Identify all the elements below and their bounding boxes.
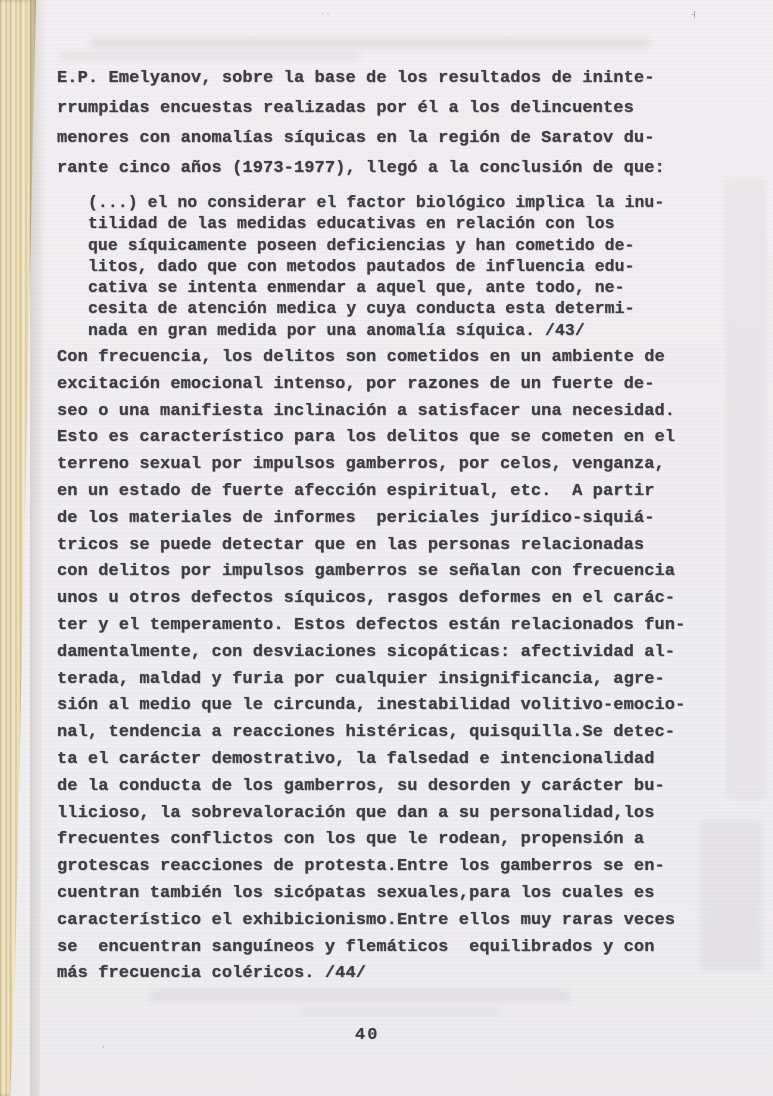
- page-number: 40: [355, 1026, 380, 1045]
- page-content: [57, 64, 747, 988]
- typewritten-line: nal, tendencia a reacciones histéricas, quisquilla.Se detec-: [57, 723, 676, 743]
- typewritten-line: característico el exhibicionismo.Entre ellos muy raras veces: [57, 910, 676, 930]
- typewritten-line: litos, dado que con metodos pautados de influencia edu-: [88, 256, 635, 276]
- typewritten-line: menores con anomalías síquicas en la región de Saratov du-: [57, 129, 655, 148]
- typewritten-line: grotescas reacciones de protesta.Entre los gamberros se en-: [57, 857, 665, 877]
- typewritten-line: más frecuencia coléricos. /44/: [57, 964, 367, 984]
- typewritten-line: tilidad de las medidas educativas en relación con los: [88, 214, 615, 234]
- typewritten-line: que síquicamente poseen deficiencias y han cometido de-: [88, 235, 635, 255]
- stray-mark: ˧: [690, 8, 697, 21]
- typewritten-line: cesita de atención medica y cuya conducta esta determi-: [88, 299, 635, 319]
- typewritten-line: de la conducta de los gamberros, su desorden y carácter bu-: [57, 776, 665, 796]
- bleed-through-smudge: [60, 52, 360, 60]
- typewritten-line: excitación emocional intenso, por razones de un fuerte de-: [57, 374, 655, 394]
- bleed-through-smudge: [90, 38, 650, 48]
- typewritten-line: damentalmente, con desviaciones sicopáticas: afectividad al-: [57, 642, 676, 662]
- typewritten-line: rante cinco años (1973-1977), llegó a la conclusión de que:: [57, 159, 665, 178]
- bleed-through-smudge: [300, 1008, 500, 1016]
- typewritten-line: (...) el no considerar el factor biológico implica la inu-: [88, 193, 665, 212]
- typewritten-line: con delitos por impulsos gamberros se señalan con frecuencia: [57, 562, 676, 582]
- typewritten-line: sión al medio que le circunda, inestabilidad volitivo-emocio-: [57, 696, 686, 716]
- typewritten-line: se encuentran sanguíneos y flemáticos equilibrados y con: [57, 937, 655, 957]
- typewritten-line: cuentran también los sicópatas sexuales,para los cuales es: [57, 884, 655, 904]
- binding-shadow: [30, 0, 46, 1096]
- typewritten-line: rrumpidas encuestas realizadas por él a los delincuentes: [57, 99, 634, 118]
- stray-mark: ··: [320, 10, 331, 20]
- typewritten-line: frecuentes conflictos con los que le rodean, propensión a: [57, 830, 645, 850]
- typewritten-line: Esto es característico para los delitos que se cometen en el: [57, 428, 676, 448]
- block-quote: [88, 192, 747, 341]
- typewritten-line: tricos se puede detectar que en las personas relacionadas: [57, 535, 645, 555]
- stray-mark: ·: [100, 1042, 107, 1053]
- intro-paragraph: [57, 64, 747, 184]
- typewritten-line: terada, maldad y furia por cualquier insignificancia, agre-: [57, 669, 665, 689]
- typewritten-line: en un estado de fuerte afección espiritual, etc. A partir: [57, 482, 655, 502]
- bleed-through-smudge: [150, 990, 570, 1002]
- typewritten-line: nada en gran medida por una anomalía síquica. /43/: [88, 320, 585, 340]
- typewritten-line: ter y el temperamento. Estos defectos están relacionados fun-: [57, 616, 686, 636]
- typewritten-line: unos u otros defectos síquicos, rasgos deformes en el carác-: [57, 589, 676, 609]
- typewritten-line: de los materiales de informes periciales jurídico-siquiá-: [57, 508, 655, 528]
- typewritten-line: seo o una manifiesta inclinación a satisfacer una necesidad.: [57, 401, 676, 421]
- typewritten-line: terreno sexual por impulsos gamberros, por celos, venganza,: [57, 455, 665, 475]
- typewritten-line: ta el carácter demostrativo, la falsedad e intencionalidad: [57, 750, 655, 770]
- body-paragraph: [57, 345, 747, 988]
- typewritten-line: llicioso, la sobrevaloración que dan a su personalidad,los: [57, 803, 655, 823]
- typewritten-line: Con frecuencia, los delitos son cometidos en un ambiente de: [57, 348, 665, 368]
- typewritten-line: cativa se intenta enmendar a aquel que, ante todo, ne-: [88, 278, 625, 298]
- typewritten-line: E.P. Emelyanov, sobre la base de los resultados de ininte-: [57, 69, 655, 88]
